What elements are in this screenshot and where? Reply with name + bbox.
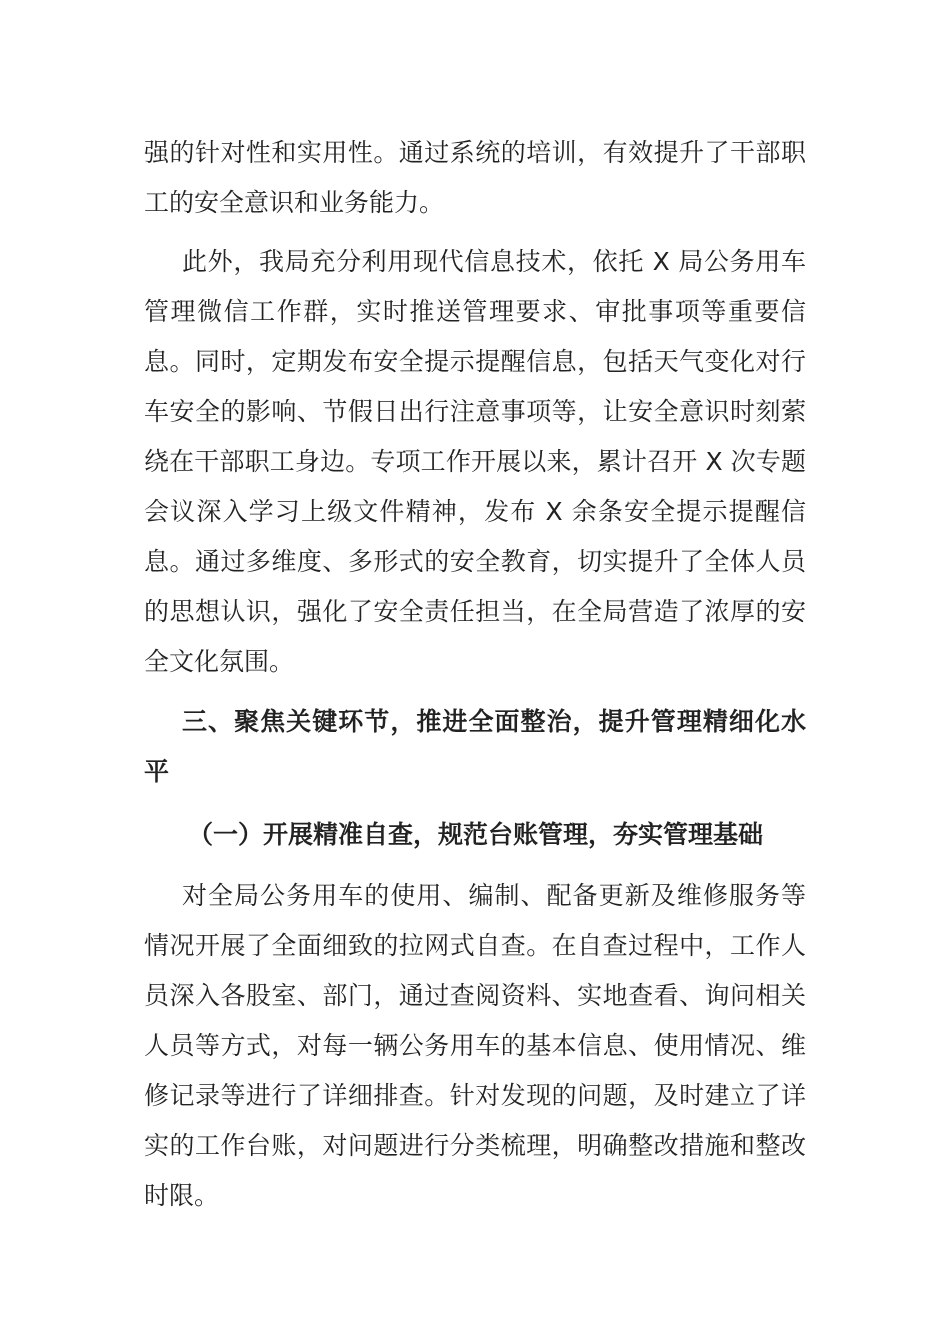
paragraph-information-technology: 此外，我局充分利用现代信息技术，依托 X 局公务用车管理微信工作群，实时推送管理要求、审批事项等重要信息。同时，定期发布安全提示提醒信息，包括天气变化对行车安全的影响、节假日出行注意事项等，让安全意识时刻萦绕在干部职工身边。专项工作开展以来，累计召开 X 次专题会议深入学习上级文件精神，发布 X 余条安全提示提醒信息。通过多维度、多形式的安全教育，切实提升了全体人员的思想认识，强化了安全责任担当，在全局营造了浓厚的安全文化氛围。 — [144, 247, 806, 676]
paragraph-self-inspection: 对全局公务用车的使用、编制、配备更新及维修服务等情况开展了全面细致的拉网式自查。在自查过程中，工作人员深入各股室、部门，通过查阅资料、实地查看、询问相关人员等方式，对每一辆公务用车的基本信息、使用情况、维修记录等进行了详细排查。针对发现的问题，及时建立了详实的工作台账，对问题进行分类梳理，明确整改措施和整改时限。 — [144, 881, 806, 1210]
paragraph-training-result: 强的针对性和实用性。通过系统的培训，有效提升了干部职工的安全意识和业务能力。 — [144, 138, 806, 217]
subsection-heading-one: （一）开展精准自查，规范台账管理，夯实管理基础 — [188, 820, 764, 849]
section-heading-three: 三、聚焦关键环节，推进全面整治，提升管理精细化水平 — [144, 707, 806, 786]
